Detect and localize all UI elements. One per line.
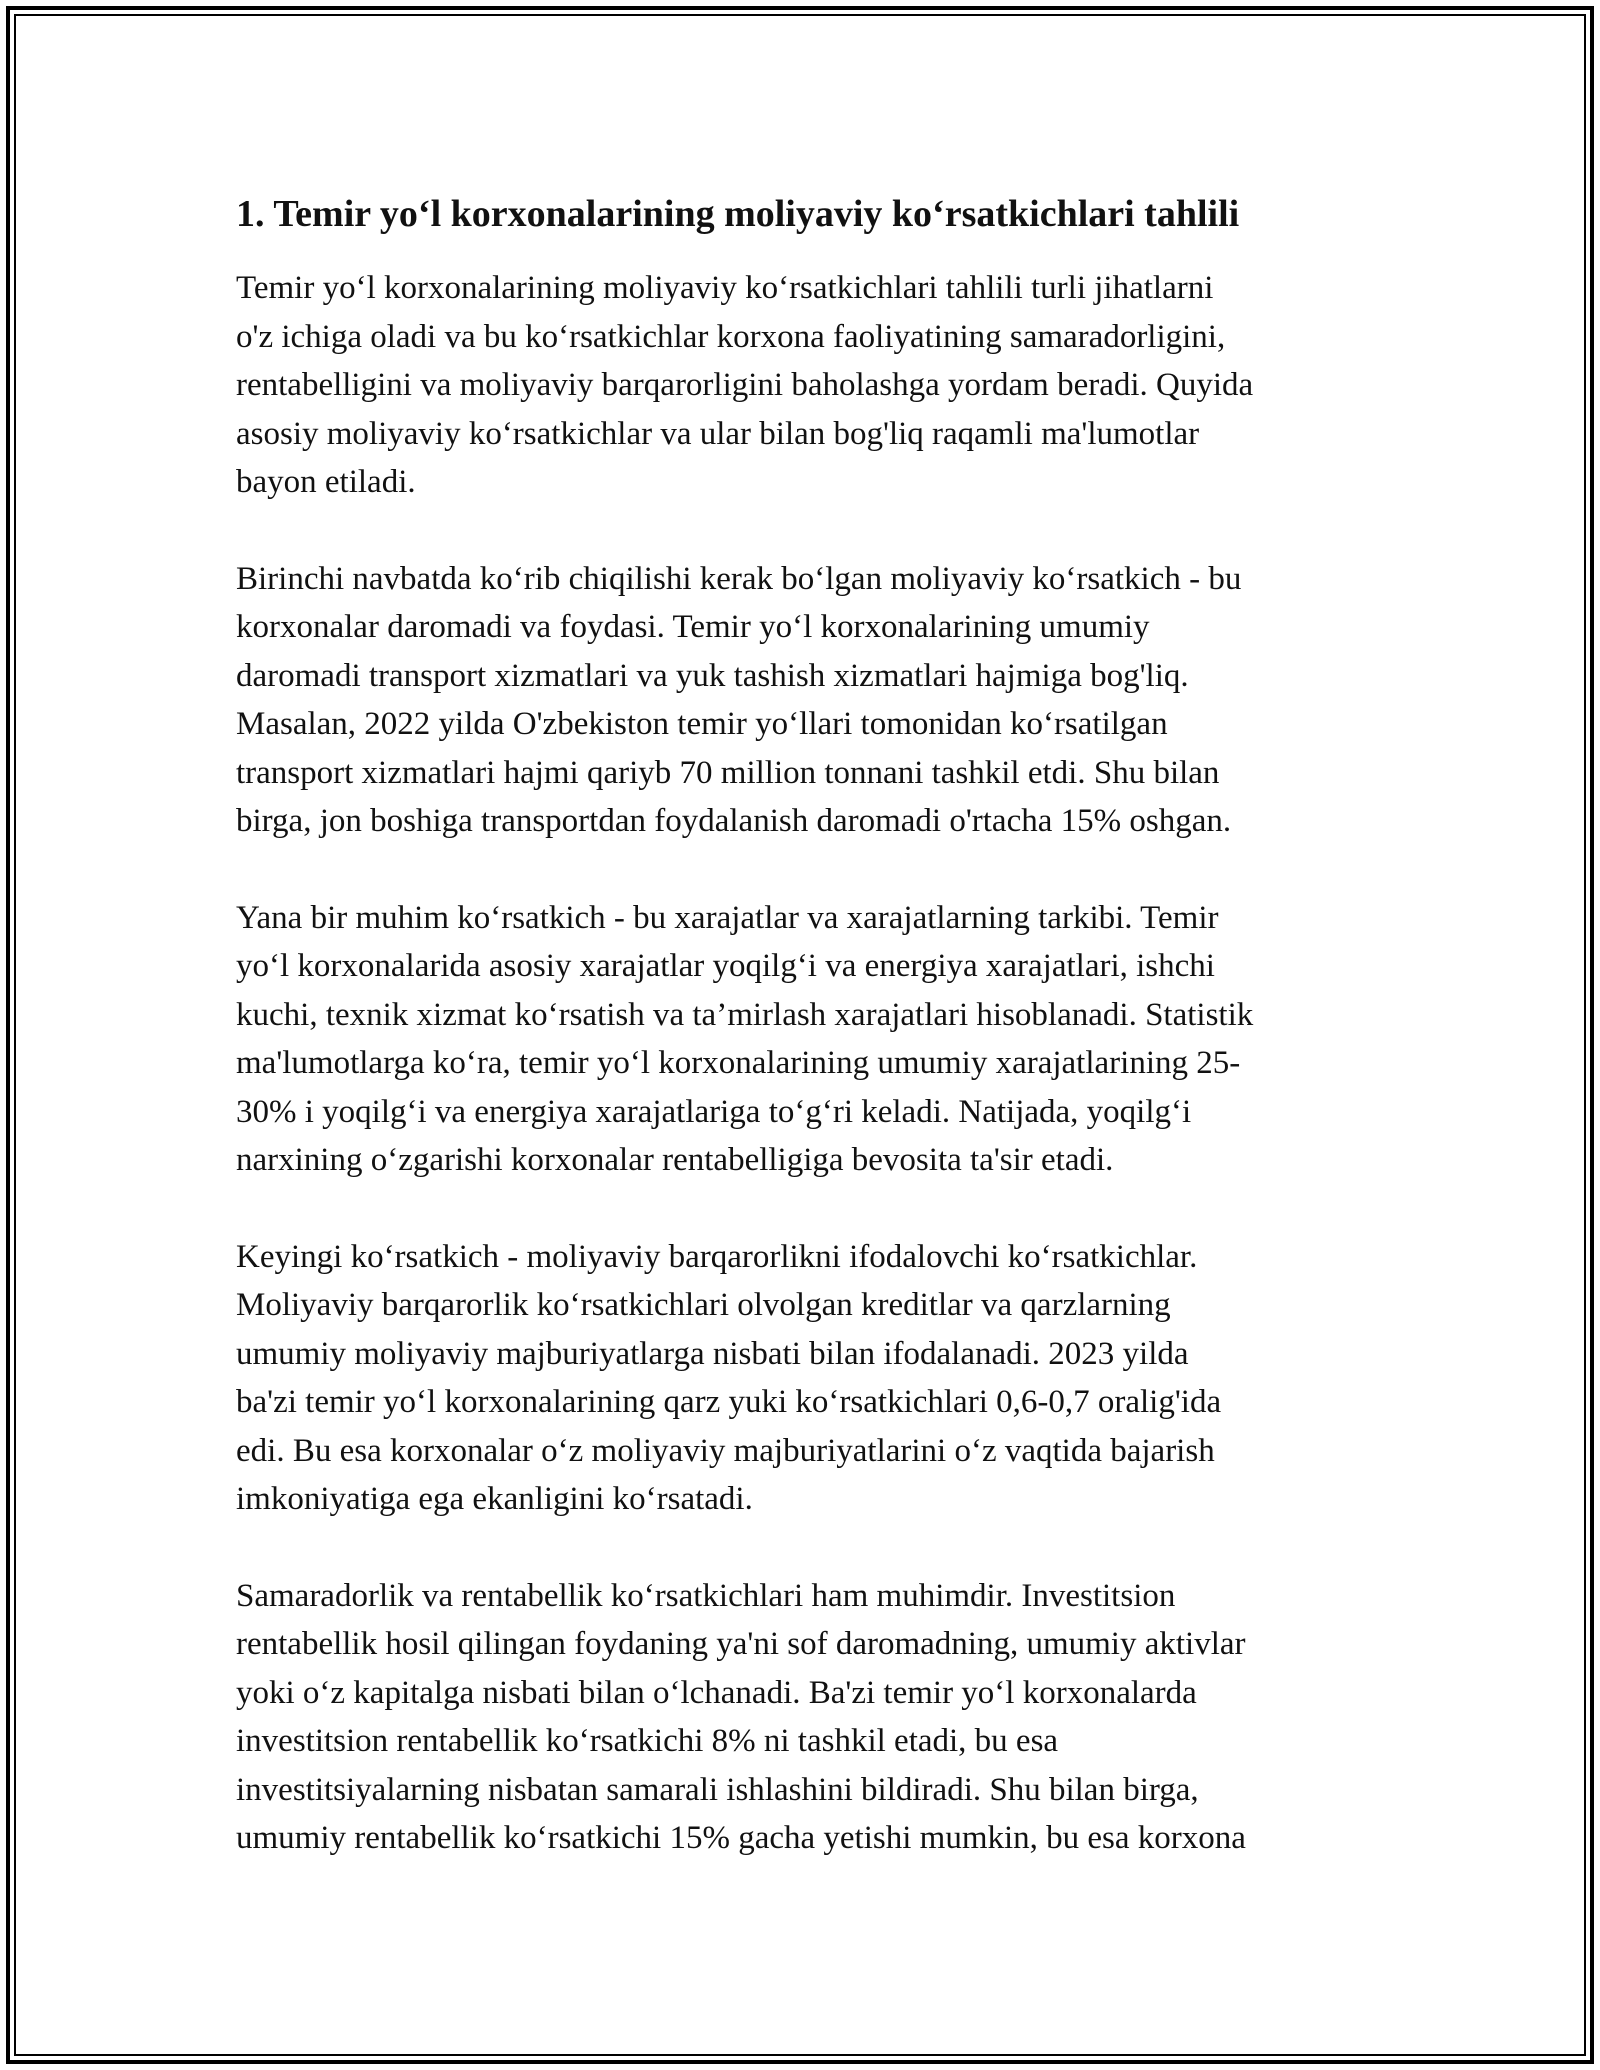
text-line: Moliyaviy barqarorlik ko‘rsatkichlari olvolgan kreditlar va qarzlarning [236,1287,1171,1323]
text-line: o'z ichiga oladi va bu ko‘rsatkichlar korxona faoliyatining samaradorligini, [236,318,1226,355]
text-line: Birinchi navbatda ko‘rib chiqilishi kerak bo‘lgan moliyaviy ko‘rsatkich - bu [236,560,1242,597]
text-line: rentabellik hosil qilingan foydaning ya'ni sof daromadning, umumiy aktivlar [236,1626,1246,1662]
text-line: narxining o‘zgarishi korxonalar rentabelligiga bevosita ta'sir etadi. [236,1142,1114,1178]
text-line: investitsiyalarning nisbatan samarali ishlashini bildiradi. Shu bilan birga, [236,1771,1199,1808]
text-line: birga, jon boshiga transportdan foydalanish daromadi o'rtacha 15% oshgan. [236,803,1232,839]
text-line: Yana bir muhim ko‘rsatkich - bu xarajatlar va xarajatlarning tarkibi. Temir [236,899,1219,936]
text-line: yoki o‘z kapitalga nisbati bilan o‘lchanadi. Ba'zi temir yo‘l korxonalarda [236,1674,1197,1711]
text-line: kuchi, texnik xizmat ko‘rsatish va ta’mirlash xarajatlari hisoblanadi. Statistik [236,996,1254,1033]
text-line: Keyingi ko‘rsatkich - moliyaviy barqarorlikni ifodalovchi ko‘rsatkichlar. [236,1238,1198,1275]
section-heading: 1. Temir yo‘l korxonalarining moliyaviy ko‘rsatkichlari tahlili [236,193,1240,235]
document-page [236,188,1376,1911]
text-line: 30% i yoqilg‘i va energiya xarajatlariga to‘g‘ri keladi. Natijada, yoqilg‘i [236,1093,1192,1130]
text-line: rentabelligini va moliyaviy barqarorligini baholashga yordam beradi. Quyida [236,367,1254,403]
text-line: transport xizmatlari hajmi qariyb 70 million tonnani tashkil etdi. Shu bilan [236,754,1220,791]
paragraph-intro [236,264,1376,507]
paragraph-stability [236,1233,1376,1524]
text-line: Samaradorlik va rentabellik ko‘rsatkichlari ham muhimdir. Investitsion [236,1577,1176,1614]
text-line: investitsion rentabellik ko‘rsatkichi 8% ni tashkil etadi, bu esa [236,1723,1059,1759]
text-line: asosiy moliyaviy ko‘rsatkichlar va ular bilan bog'liq raqamli ma'lumotlar [236,415,1200,452]
text-line: ma'lumotlarga ko‘ra, temir yo‘l korxonalarining umumiy xarajatlarining 25- [236,1045,1241,1081]
text-line: umumiy moliyaviy majburiyatlarga nisbati bilan ifodalanadi. 2023 yilda [236,1335,1189,1372]
text-line: bayon etiladi. [236,464,416,500]
paragraph-profitability [236,1572,1376,1863]
text-line: imkoniyatiga ega ekanligini ko‘rsatadi. [236,1481,753,1517]
text-line: yo‘l korxonalarida asosiy xarajatlar yoqilg‘i va energiya xarajatlari, ishchi [236,948,1215,984]
text-line: ba'zi temir yo‘l korxonalarining qarz yuki ko‘rsatkichlari 0,6-0,7 oralig'ida [236,1384,1222,1420]
text-line: edi. Bu esa korxonalar o‘z moliyaviy majburiyatlarini o‘z vaqtida bajarish [236,1432,1215,1469]
text-line: daromadi transport xizmatlari va yuk tashish xizmatlari hajmiga bog'liq. [236,657,1189,694]
paragraph-income [236,555,1376,846]
text-line: Masalan, 2022 yilda O'zbekiston temir yo‘llari tomonidan ko‘rsatilgan [236,706,1168,742]
text-line: korxonalar daromadi va foydasi. Temir yo‘l korxonalarining umumiy [236,609,1150,645]
paragraph-expenses [236,894,1376,1185]
text-line: umumiy rentabellik ko‘rsatkichi 15% gacha yetishi mumkin, bu esa korxona [236,1820,1246,1856]
text-line: Temir yo‘l korxonalarining moliyaviy ko‘rsatkichlari tahlili turli jihatlarni [236,270,1214,306]
